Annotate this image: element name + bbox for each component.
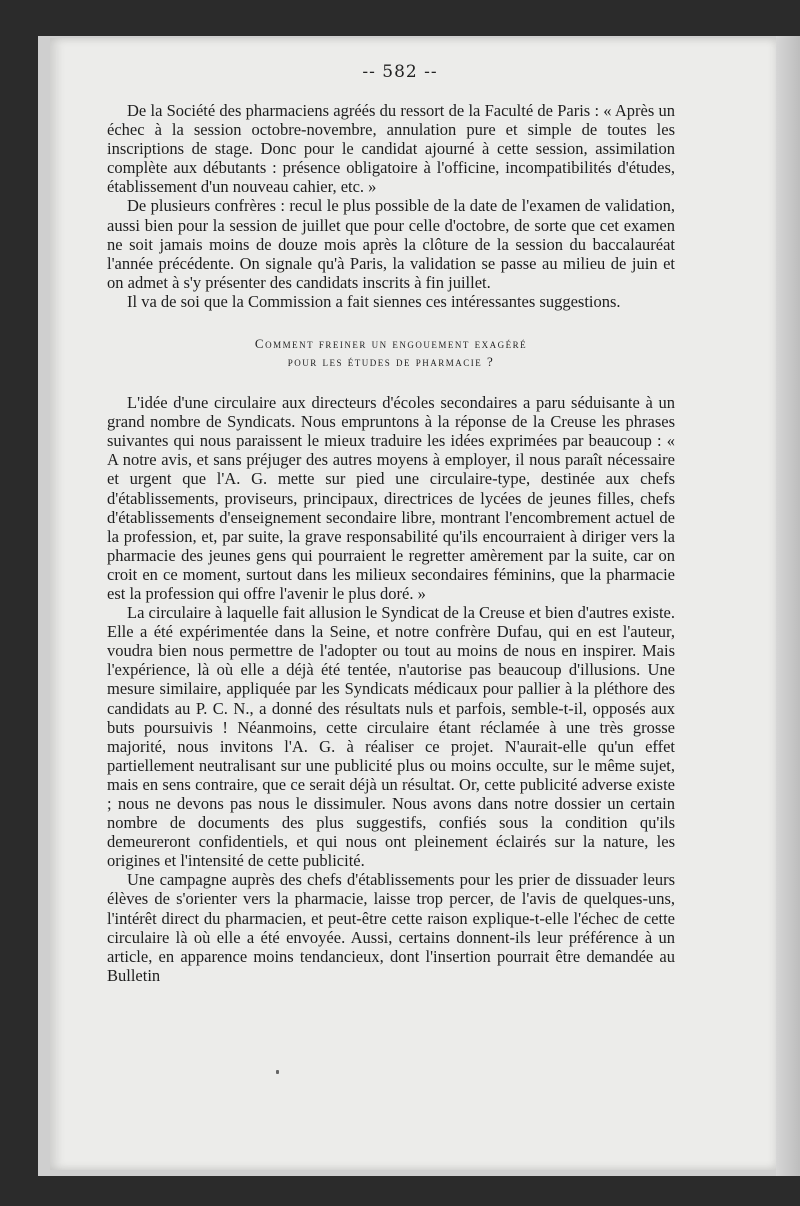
paragraph: De la Société des pharmaciens agréés du ressort de la Faculté de Paris : « Après un échec à la session octobre-novembre, annulation pure et simple de toutes les inscriptions de stage. Donc pour le candidat ajourné à cette session, assimilation complète aux débutants : présence obligatoire à l'officine, incompatibilités d'études, établissement d'un nouveau cahier, etc. »	[107, 101, 675, 197]
paragraph: La circulaire à laquelle fait allusion le Syndicat de la Creuse et bien d'autres existe. Elle a été expérimentée dans la Seine, et notre confrère Dufau, qui en est l'auteur, voudra bien nous permettre de l'adopter ou tout au moins de nous en inspirer. Mais l'expérience, là où elle a déjà été tentée, n'autorise pas beaucoup d'illusions. Une mesure similaire, appliquée par les Syndicats médicaux pour pallier à la pléthore des candidats au P. C. N., a donné des résultats nuls et parfois, semble-t-il, opposés aux buts poursuivis ! Néanmoins, cette circulaire étant réclamée à une très grosse majorité, nous invitons l'A. G. à réaliser ce projet. N'aurait-elle qu'un effet partiellement neutralisant sur une publicité plus ou moins occulte, sur le même sujet, mais en sens contraire, que ce serait déjà un résultat. Or, cette publicité adverse existe ; nous ne devons pas nous le dissimuler. Nous avons dans notre dossier un certain nombre de documents des plus suggestifs, confiés sous la condition qu'ils demeureront confidentiels, et qui nous ont pleinement éclairés sur la nature, les origines et l'intensité de cette publicité.	[107, 603, 675, 871]
page-number: -- 582 --	[362, 62, 438, 82]
paragraph: L'idée d'une circulaire aux directeurs d'écoles secondaires a paru séduisante à un grand nombre de Syndicats. Nous empruntons à la réponse de la Creuse les phrases suivantes qui nous paraissent le mieux traduire les idées exprimées par beaucoup : « A notre avis, et sans préjuger des autres moyens à employer, il nous paraît nécessaire et urgent que l'A. G. mette sur pied une circulaire-type, destinée aux chefs d'établissements, proviseurs, principaux, directrices de lycées de jeunes filles, chefs d'établissements d'enseignement secondaire libre, montrant l'encombrement actuel de la profession, et, par suite, la grave responsabilité qu'ils encourraient à diriger vers la pharmacie des jeunes gens qui pourraient le regretter amèrement par la suite, car on croit en ce moment, surtout dans les milieux secondaires féminins, que la pharmacie est la profession qui offre l'avenir le plus doré. »	[107, 393, 675, 603]
section-title-line: pour les études de pharmacie ?	[287, 354, 495, 370]
paragraph: Une campagne auprès des chefs d'établissements pour les prier de dissuader leurs élèves de s'orienter vers la pharmacie, laisse trop percer, de l'avis de quelques-uns, l'intérêt direct du pharmacien, et peut-être cette raison explique-t-elle l'échec de cette circulaire là où elle a été envoyée. Aussi, certains donnent-ils leur préférence à un article, en apparence moins tendancieux, dont l'insertion pourrait être demandée au Bulletin	[107, 870, 675, 985]
paragraph: De plusieurs confrères : recul le plus possible de la date de l'examen de validation, aussi bien pour la session de juillet que pour celle d'octobre, de sorte que cet examen ne soit jamais moins de douze mois après la clôture de la session du baccalauréat l'année précédente. On signale qu'à Paris, la validation se passe au milieu de juin et on admet à s'y présenter des candidats inscrits à fin juillet.	[107, 196, 675, 292]
body-text	[107, 101, 675, 985]
page-edge	[776, 36, 800, 1176]
section-title-line: Comment freiner un engouement exagéré	[254, 336, 528, 352]
paragraph: Il va de soi que la Commission a fait siennes ces intéressantes suggestions.	[127, 291, 621, 311]
section-title	[107, 335, 675, 371]
ink-dot	[276, 1070, 279, 1074]
